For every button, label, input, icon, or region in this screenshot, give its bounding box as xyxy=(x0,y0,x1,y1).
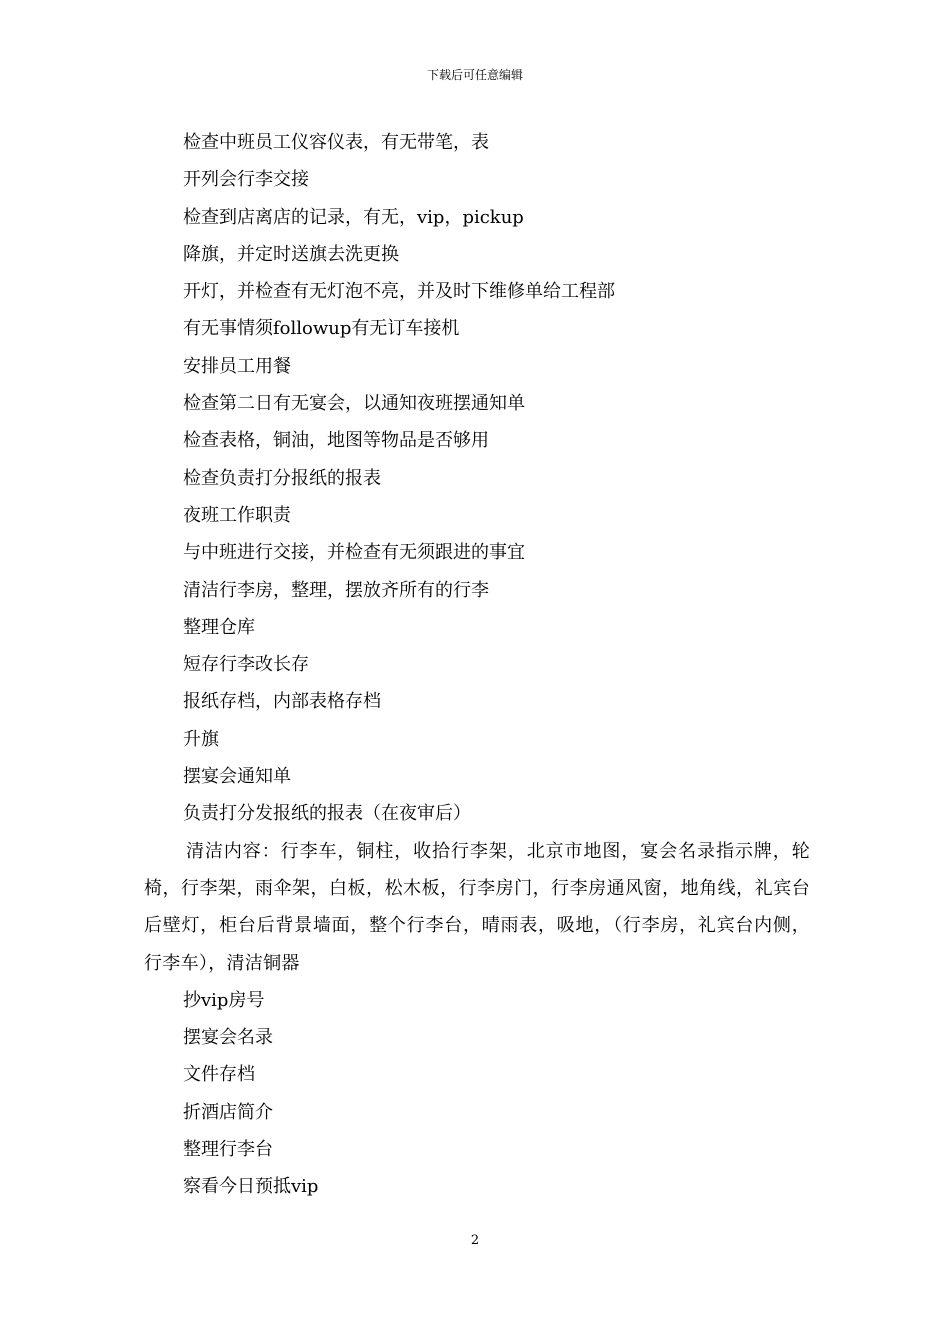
text-line: 整理仓库 xyxy=(183,616,255,638)
text-line: 文件存档 xyxy=(183,1064,255,1086)
text-line: 检查到店离店的记录，有无，vip，pickup xyxy=(183,206,524,228)
text-line: 整理行李台 xyxy=(183,1139,273,1161)
text-line: 摆宴会通知单 xyxy=(183,766,291,788)
cleaning-paragraph: 清洁内容：行李车，铜柱，收拾行李架，北京市地图，宴会名录指示牌，轮椅，行李架，雨伞架，白板，松木板，行李房门，行李房通风窗，地角线，礼宾台后壁灯，柜台后背景墙面，整个行李台，晴雨表，吸地，（行李房，礼宾台内侧，行李车），清洁铜器 xyxy=(144,840,810,974)
document-body xyxy=(144,124,810,1206)
text-line: 与中班进行交接，并检查有无须跟进的事宜 xyxy=(183,542,525,564)
text-line: 察看今日预抵vip xyxy=(183,1176,319,1198)
text-line: 检查第二日有无宴会，以通知夜班摆通知单 xyxy=(183,393,525,415)
text-line: 安排员工用餐 xyxy=(183,355,291,377)
text-line: 报纸存档，内部表格存档 xyxy=(183,691,381,713)
page-number: 2 xyxy=(470,1233,480,1248)
text-line: 摆宴会名录 xyxy=(183,1027,273,1049)
text-line: 清洁行李房，整理，摆放齐所有的行李 xyxy=(183,579,489,601)
text-line: 有无事情须followup有无订车接机 xyxy=(183,318,460,340)
text-line: 抄vip房号 xyxy=(183,989,265,1011)
text-line: 检查中班员工仪容仪表，有无带笔，表 xyxy=(183,132,489,153)
text-line: 升旗 xyxy=(183,728,219,750)
text-line: 短存行李改长存 xyxy=(183,654,309,676)
text-line: 降旗，并定时送旗去洗更换 xyxy=(183,243,399,265)
text-line: 检查负责打分报纸的报表 xyxy=(183,467,381,489)
text-line: 开列会行李交接 xyxy=(183,169,309,191)
text-line: 检查表格，铜油，地图等物品是否够用 xyxy=(183,430,489,452)
text-line: 折酒店简介 xyxy=(183,1101,273,1123)
text-line: 开灯，并检查有无灯泡不亮，并及时下维修单给工程部 xyxy=(183,281,615,303)
page-header: 下载后可任意编辑 xyxy=(426,68,523,82)
section-heading: 夜班工作职责 xyxy=(183,504,291,526)
text-line: 负责打分发报纸的报表（在夜审后） xyxy=(183,803,471,825)
